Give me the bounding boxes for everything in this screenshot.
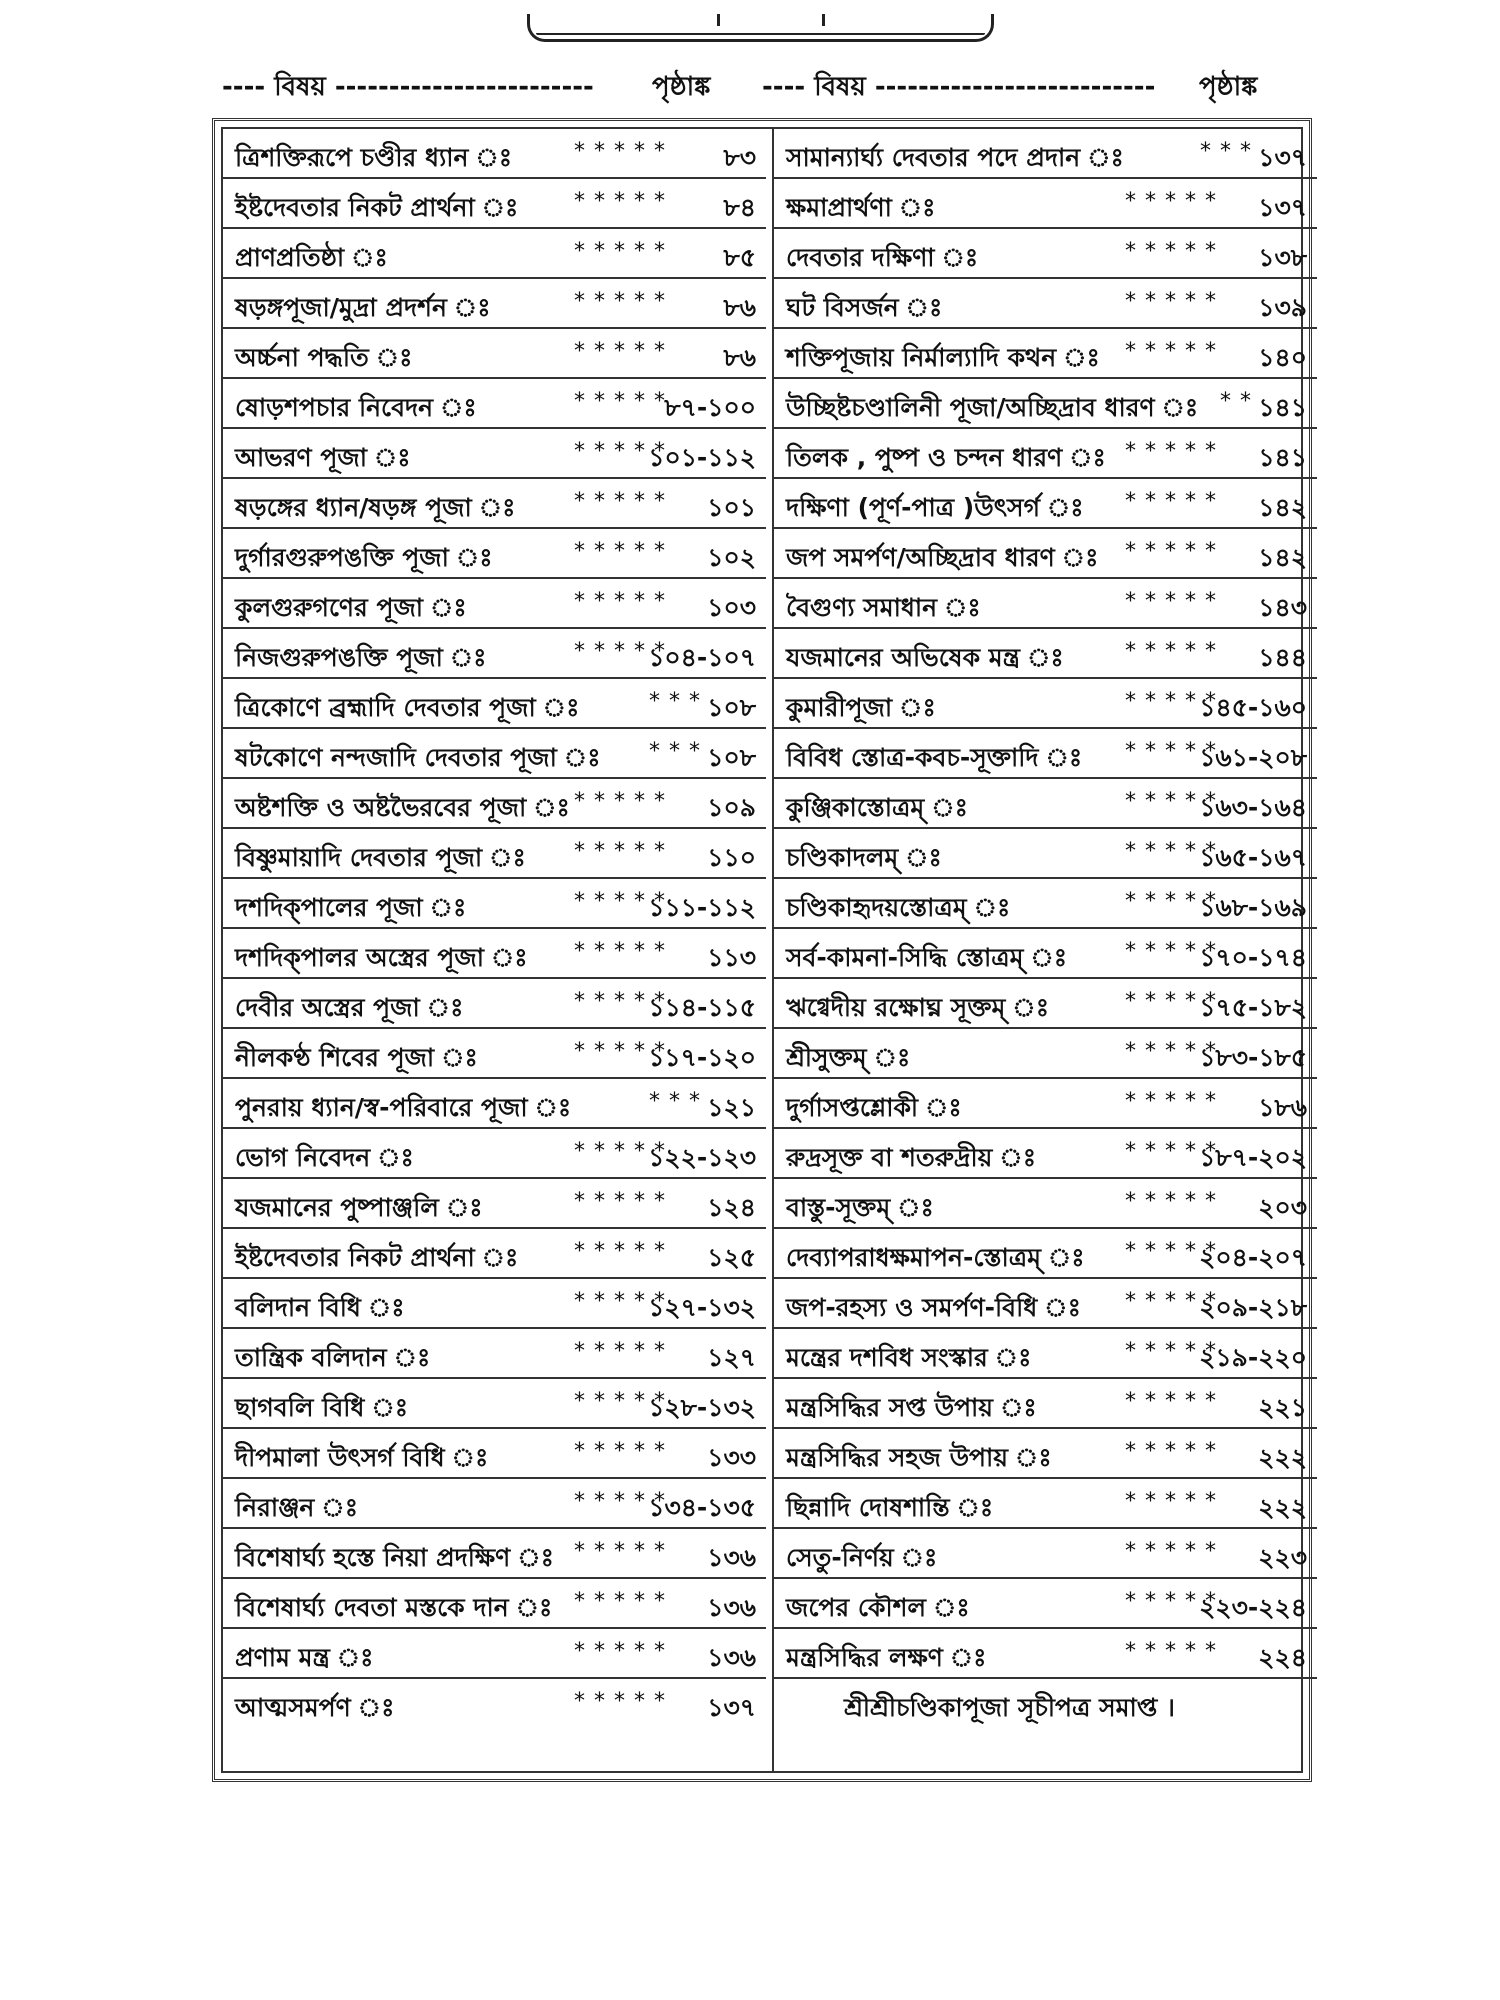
- row-topic: ক্ষমাপ্রার্থণা ঃ: [786, 193, 936, 222]
- row-page-number: ১২৭: [707, 1343, 756, 1372]
- contents-row: [223, 879, 766, 929]
- leader-dots: * * *: [649, 739, 701, 764]
- contents-row: [223, 229, 766, 279]
- contents-row: [223, 129, 766, 179]
- row-topic: ষোড়শপচার নিবেদন ঃ: [235, 393, 477, 422]
- contents-row: [774, 729, 1317, 779]
- leader-dots: * * * * *: [574, 1689, 666, 1714]
- row-page-number: ১৬১-২০৮: [1199, 743, 1307, 772]
- leader-dots: * * * * *: [1125, 489, 1217, 514]
- contents-row: [223, 1229, 766, 1279]
- contents-row: [774, 929, 1317, 979]
- row-topic: দুর্গারগুরুপঙক্তি পূজা ঃ: [235, 543, 493, 572]
- row-page-number: ৮৫: [723, 243, 756, 272]
- leader-dots: * * * * *: [574, 889, 666, 914]
- bracket-tick: [717, 14, 720, 26]
- leader-dots: * *: [1220, 389, 1252, 414]
- row-page-number: ১৪৩: [1258, 593, 1307, 622]
- contents-row: [223, 1629, 766, 1679]
- row-topic: নিজগুরুপঙক্তি পূজা ঃ: [235, 643, 487, 672]
- row-page-number: ৮৪: [723, 193, 756, 222]
- leader-dots: * * * * *: [1125, 689, 1217, 714]
- contents-row: [223, 1179, 766, 1229]
- contents-row: [223, 1379, 766, 1429]
- contents-row: [774, 1179, 1317, 1229]
- leader-dots: * * * * *: [1125, 889, 1217, 914]
- contents-row: [223, 479, 766, 529]
- contents-row: [774, 1129, 1317, 1179]
- row-page-number: ১০১: [707, 493, 756, 522]
- row-topic: ষটকোণে নন্দজাদি দেবতার পূজা ঃ: [235, 743, 601, 772]
- contents-row: [774, 1279, 1317, 1329]
- contents-row: [223, 179, 766, 229]
- contents-row: [774, 479, 1317, 529]
- row-page-number: ৮৩: [723, 143, 756, 172]
- row-page-number: ১১৭-১২০: [648, 1043, 756, 1072]
- row-topic: দশদিক্‌পালর অস্ত্রের পূজা ঃ: [235, 943, 528, 972]
- leader-dots: * * * * *: [574, 139, 666, 164]
- leader-dots: * * * * *: [574, 1189, 666, 1214]
- row-topic: ইষ্টদেবতার নিকট প্রার্থনা ঃ: [235, 1243, 519, 1272]
- row-topic: দুর্গাসপ্তশ্লোকী ঃ: [786, 1093, 962, 1122]
- row-page-number: ১০৮: [707, 693, 756, 722]
- contents-row: [774, 229, 1317, 279]
- row-page-number: ১২৭-১৩২: [648, 1293, 756, 1322]
- contents-row: [774, 529, 1317, 579]
- header-topic-right: ---- বিষয় --------------------------: [762, 72, 1156, 102]
- contents-row: [774, 429, 1317, 479]
- leader-dots: * * * * *: [574, 639, 666, 664]
- contents-row: [774, 629, 1317, 679]
- row-topic: অষ্টশক্তি ও অষ্টভৈরবের পূজা ঃ: [235, 793, 570, 822]
- leader-dots: * * * * *: [1125, 1139, 1217, 1164]
- row-topic: দক্ষিণা (পূর্ণ-পাত্র )উৎসর্গ ঃ: [786, 493, 1084, 522]
- leader-dots: * * * * *: [1125, 789, 1217, 814]
- row-topic: ষড়ঙ্গের ধ্যান/ষড়ঙ্গ পূজা ঃ: [235, 493, 516, 522]
- leader-dots: * * * * *: [1125, 639, 1217, 664]
- row-topic: মন্ত্রসিদ্ধির সহজ উপায় ঃ: [786, 1443, 1052, 1472]
- row-topic: সর্ব-কামনা-সিদ্ধি স্তোত্রম্‌ ঃ: [786, 943, 1068, 972]
- row-topic: দেবীর অস্ত্রের পূজা ঃ: [235, 993, 464, 1022]
- leader-dots: * * * * *: [574, 1539, 666, 1564]
- row-topic: বৈগুণ্য সমাধান ঃ: [786, 593, 981, 622]
- row-page-number: ২২২: [1258, 1443, 1307, 1472]
- leader-dots: * * * * *: [574, 1589, 666, 1614]
- contents-row: [223, 1529, 766, 1579]
- leader-dots: * * * * *: [574, 1139, 666, 1164]
- row-topic: বিশেষার্ঘ্য হস্তে নিয়া প্রদক্ষিণ ঃ: [235, 1543, 554, 1572]
- row-topic: মন্ত্রসিদ্ধির লক্ষণ ঃ: [786, 1643, 987, 1672]
- row-page-number: ১৩৭: [1258, 143, 1307, 172]
- row-topic: অর্চ্চনা পদ্ধতি ঃ: [235, 343, 413, 372]
- left-column: [223, 129, 766, 1729]
- contents-row: [223, 929, 766, 979]
- contents-row: [223, 1579, 766, 1629]
- row-topic: তান্ত্রিক বলিদান ঃ: [235, 1343, 431, 1372]
- row-topic: ভোগ নিবেদন ঃ: [235, 1143, 414, 1172]
- contents-row: [223, 279, 766, 329]
- row-page-number: ১৩৪-১৩৫: [648, 1493, 756, 1522]
- row-page-number: ২০৯-২১৮: [1199, 1293, 1307, 1322]
- contents-row: [223, 979, 766, 1029]
- row-page-number: ১০৩: [707, 593, 756, 622]
- row-page-number: ১৪১: [1258, 443, 1307, 472]
- row-page-number: ১৪৪: [1258, 643, 1307, 672]
- contents-row: [774, 1529, 1317, 1579]
- leader-dots: * * *: [649, 689, 701, 714]
- row-page-number: ৮৬: [723, 293, 756, 322]
- row-page-number: ১৩৬: [707, 1643, 756, 1672]
- contents-row: [774, 1579, 1317, 1629]
- row-topic: ঋগ্বেদীয় রক্ষোঘ্ন সূক্তম্‌ ঃ: [786, 993, 1050, 1022]
- row-page-number: ১৩৭: [1258, 193, 1307, 222]
- row-page-number: ২১৯-২২০: [1199, 1343, 1307, 1372]
- row-page-number: ১৮৬: [1258, 1093, 1307, 1122]
- row-page-number: ১৩৭: [707, 1693, 756, 1722]
- row-page-number: ১৩৬: [707, 1543, 756, 1572]
- row-topic: শক্তিপূজায় নির্মাল্যাদি কথন ঃ: [786, 343, 1100, 372]
- contents-row: [774, 1479, 1317, 1529]
- contents-row: [774, 879, 1317, 929]
- row-page-number: ২২৩: [1258, 1543, 1307, 1572]
- leader-dots: * * *: [649, 1089, 701, 1114]
- contents-table-inner: [221, 127, 1307, 1773]
- row-page-number: ১৩৬: [707, 1593, 756, 1622]
- row-topic: প্রণাম মন্ত্র ঃ: [235, 1643, 374, 1672]
- leader-dots: * * * * *: [574, 789, 666, 814]
- row-page-number: ২২১: [1258, 1393, 1307, 1422]
- leader-dots: * * * * *: [574, 1289, 666, 1314]
- row-topic: নীলকণ্ঠ শিবের পূজা ঃ: [235, 1043, 478, 1072]
- leader-dots: * * * * *: [1125, 539, 1217, 564]
- row-page-number: ১২৫: [707, 1243, 756, 1272]
- row-page-number: ২২২: [1258, 1493, 1307, 1522]
- contents-row: [774, 829, 1317, 879]
- row-page-number: ১৮৭-২০২: [1199, 1143, 1307, 1172]
- contents-row: [223, 579, 766, 629]
- row-page-number: ১১৩: [707, 943, 756, 972]
- row-page-number: ১১১-১১২: [648, 893, 756, 922]
- contents-row: [774, 1429, 1317, 1479]
- column-header: [222, 66, 1262, 106]
- row-page-number: ২০৪-২০৭: [1199, 1243, 1307, 1272]
- row-page-number: ২২৪: [1258, 1643, 1307, 1672]
- leader-dots: * * * * *: [1125, 1289, 1217, 1314]
- row-topic: ষড়ঙ্গপূজা/মুদ্রা প্রদর্শন ঃ: [235, 293, 491, 322]
- row-topic: কুলগুরুগণের পূজা ঃ: [235, 593, 467, 622]
- contents-row: [774, 1379, 1317, 1429]
- contents-row: [774, 679, 1317, 729]
- leader-dots: * * * * *: [1125, 239, 1217, 264]
- contents-row: [223, 629, 766, 679]
- leader-dots: * * * * *: [574, 839, 666, 864]
- contents-end-note: শ্রীশ্রীচণ্ডিকাপূজা সূচীপত্র সমাপ্ত ।: [844, 1693, 1175, 1722]
- contents-row: [223, 1079, 766, 1129]
- row-page-number: ১২১: [707, 1093, 756, 1122]
- row-topic: কুমারীপূজা ঃ: [786, 693, 936, 722]
- leader-dots: * * * * *: [574, 239, 666, 264]
- row-page-number: ১৮৩-১৮৫: [1199, 1043, 1307, 1072]
- row-topic: শ্রীসুক্তম্‌ ঃ: [786, 1043, 911, 1072]
- row-topic: চণ্ডিকাহৃদয়স্তোত্রম্‌ ঃ: [786, 893, 1011, 922]
- leader-dots: * * * * *: [1125, 1039, 1217, 1064]
- leader-dots: * * * * *: [574, 539, 666, 564]
- row-topic: ঘট বিসর্জন ঃ: [786, 293, 943, 322]
- row-page-number: ১০৪-১০৭: [648, 643, 756, 672]
- row-topic: উচ্ছিষ্টচণ্ডালিনী পূজা/অচ্ছিদ্রাব ধারণ ঃ: [786, 393, 1199, 422]
- contents-row: [774, 1079, 1317, 1129]
- row-page-number: ১৩৩: [707, 1443, 756, 1472]
- row-page-number: ১৭০-১৭৪: [1199, 943, 1307, 972]
- contents-row: [223, 379, 766, 429]
- row-topic: ইষ্টদেবতার নিকট প্রার্থনা ঃ: [235, 193, 519, 222]
- leader-dots: * * * * *: [1125, 739, 1217, 764]
- contents-row: [223, 429, 766, 479]
- row-topic: কুঞ্জিকাস্তোত্রম্‌ ঃ: [786, 793, 968, 822]
- row-page-number: ১১৪-১১৫: [648, 993, 756, 1022]
- leader-dots: * * * * *: [574, 1439, 666, 1464]
- leader-dots: * * * * *: [574, 339, 666, 364]
- leader-dots: * * * * *: [1125, 989, 1217, 1014]
- contents-row: [223, 1429, 766, 1479]
- row-page-number: ৮৬: [723, 343, 756, 372]
- row-page-number: ১১০: [707, 843, 756, 872]
- leader-dots: * * * * *: [1125, 939, 1217, 964]
- row-topic: নিরাঞ্জন ঃ: [235, 1493, 359, 1522]
- contents-row: [774, 129, 1317, 179]
- leader-dots: * * * * *: [574, 1039, 666, 1064]
- row-topic: বলিদান বিধি ঃ: [235, 1293, 405, 1322]
- header-page-left: পৃষ্ঠাঙ্ক: [652, 72, 711, 102]
- row-page-number: ১০২: [707, 543, 756, 572]
- row-topic: ছাগবলি বিধি ঃ: [235, 1393, 409, 1422]
- leader-dots: * * * * *: [574, 439, 666, 464]
- leader-dots: * * * * *: [1125, 1089, 1217, 1114]
- contents-row: [223, 1129, 766, 1179]
- contents-row: [223, 1029, 766, 1079]
- contents-row: [774, 1329, 1317, 1379]
- contents-end-row: [774, 1679, 1317, 1729]
- row-topic: প্রাণপ্রতিষ্ঠা ঃ: [235, 243, 388, 272]
- row-topic: জপের কৌশল ঃ: [786, 1593, 970, 1622]
- leader-dots: * * * * *: [1125, 839, 1217, 864]
- row-page-number: ১৪১: [1258, 393, 1307, 422]
- contents-row: [223, 529, 766, 579]
- contents-row: [223, 679, 766, 729]
- row-page-number: ১৩৮: [1258, 243, 1307, 272]
- row-page-number: ২২৩-২২৪: [1199, 1593, 1307, 1622]
- leader-dots: * * * * *: [1125, 1589, 1217, 1614]
- row-topic: মন্ত্রসিদ্ধির সপ্ত উপায় ঃ: [786, 1393, 1037, 1422]
- leader-dots: * * * * *: [574, 1339, 666, 1364]
- contents-row: [774, 979, 1317, 1029]
- leader-dots: * * * * *: [574, 389, 666, 414]
- leader-dots: * * * * *: [1125, 1439, 1217, 1464]
- row-page-number: ১৩৯: [1258, 293, 1307, 322]
- row-topic: তিলক , পুষ্প ও চন্দন ধারণ ঃ: [786, 443, 1106, 472]
- leader-dots: * * * * *: [1125, 1539, 1217, 1564]
- contents-row: [223, 1479, 766, 1529]
- leader-dots: * * * * *: [1125, 589, 1217, 614]
- contents-row: [774, 1229, 1317, 1279]
- leader-dots: * * * * *: [1125, 1489, 1217, 1514]
- contents-row: [774, 779, 1317, 829]
- contents-row: [223, 329, 766, 379]
- row-page-number: ১৪২: [1258, 493, 1307, 522]
- contents-row: [223, 829, 766, 879]
- row-page-number: ১৬৮-১৬৯: [1199, 893, 1307, 922]
- leader-dots: * * * * *: [574, 939, 666, 964]
- row-topic: যজমানের পুষ্পাঞ্জলি ঃ: [235, 1193, 483, 1222]
- contents-row: [774, 329, 1317, 379]
- row-topic: জপ সমর্পণ/অচ্ছিদ্রাব ধারণ ঃ: [786, 543, 1099, 572]
- contents-row: [223, 1329, 766, 1379]
- contents-row: [223, 729, 766, 779]
- row-page-number: ১২৮-১৩২: [648, 1393, 756, 1422]
- contents-table: [212, 118, 1312, 1782]
- leader-dots: * * * * *: [1125, 1339, 1217, 1364]
- row-page-number: ১৬৩-১৬৪: [1199, 793, 1307, 822]
- row-topic: বিষ্ণুমায়াদি দেবতার পূজা ঃ: [235, 843, 526, 872]
- row-page-number: ১৭৫-১৮২: [1199, 993, 1307, 1022]
- contents-row: [223, 1679, 766, 1729]
- leader-dots: * * * * *: [1125, 339, 1217, 364]
- row-topic: চণ্ডিকাদলম্‌ ঃ: [786, 843, 942, 872]
- row-page-number: ১৪২: [1258, 543, 1307, 572]
- contents-row: [774, 579, 1317, 629]
- leader-dots: * * * * *: [574, 289, 666, 314]
- leader-dots: * * * * *: [574, 1389, 666, 1414]
- row-topic: রুদ্রসূক্ত বা শতরুদ্রীয় ঃ: [786, 1143, 1037, 1172]
- leader-dots: * * * * *: [1125, 1239, 1217, 1264]
- leader-dots: * * * * *: [574, 189, 666, 214]
- row-page-number: ১০৯: [707, 793, 756, 822]
- contents-row: [774, 1629, 1317, 1679]
- bracket-tick: [822, 14, 825, 26]
- row-topic: ছিন্নাদি দোষশান্তি ঃ: [786, 1493, 994, 1522]
- leader-dots: * * * * *: [574, 1639, 666, 1664]
- leader-dots: * * * * *: [574, 1489, 666, 1514]
- leader-dots: * * * * *: [1125, 439, 1217, 464]
- leader-dots: * * * * *: [1125, 1189, 1217, 1214]
- row-topic: দেবতার দক্ষিণা ঃ: [786, 243, 979, 272]
- contents-row: [774, 379, 1317, 429]
- leader-dots: * * * * *: [1125, 289, 1217, 314]
- row-page-number: ১২৪: [707, 1193, 756, 1222]
- row-topic: দীপমালা উৎসর্গ বিধি ঃ: [235, 1443, 489, 1472]
- row-topic: দেব্যাপরাধক্ষমাপন-স্তোত্রম্‌ ঃ: [786, 1243, 1085, 1272]
- row-topic: বিশেষার্ঘ্য দেবতা মস্তকে দান ঃ: [235, 1593, 553, 1622]
- row-topic: পুনরায় ধ্যান/স্ব-পরিবারে পূজা ঃ: [235, 1093, 572, 1122]
- contents-row: [774, 279, 1317, 329]
- row-topic: বাস্তু-সূক্তম্‌ ঃ: [786, 1193, 934, 1222]
- row-topic: ত্রিকোণে ব্রহ্মাদি দেবতার পূজা ঃ: [235, 693, 580, 722]
- leader-dots: * * * * *: [574, 989, 666, 1014]
- row-topic: বিবিধ স্তোত্র-কবচ-সূক্তাদি ঃ: [786, 743, 1083, 772]
- leader-dots: * * *: [1200, 139, 1252, 164]
- contents-row: [223, 779, 766, 829]
- leader-dots: * * * * *: [1125, 189, 1217, 214]
- leader-dots: * * * * *: [1125, 1639, 1217, 1664]
- row-topic: সামান্যার্ঘ্য দেবতার পদে প্রদান ঃ: [786, 143, 1124, 172]
- row-page-number: ১৬৫-১৬৭: [1199, 843, 1307, 872]
- contents-row: [223, 1279, 766, 1329]
- row-topic: আভরণ পূজা ঃ: [235, 443, 411, 472]
- row-page-number: ১০৮: [707, 743, 756, 772]
- leader-dots: * * * * *: [574, 489, 666, 514]
- row-topic: মন্ত্রের দশবিধ সংস্কার ঃ: [786, 1343, 1032, 1372]
- row-page-number: ২০৩: [1258, 1193, 1307, 1222]
- row-page-number: ১২২-১২৩: [648, 1143, 756, 1172]
- contents-row: [774, 1029, 1317, 1079]
- row-page-number: ১০১-১১২: [648, 443, 756, 472]
- row-page-number: ৮৭-১০০: [664, 393, 756, 422]
- row-topic: জপ-রহস্য ও সমর্পণ-বিধি ঃ: [786, 1293, 1081, 1322]
- contents-row: [774, 179, 1317, 229]
- header-topic-left: ---- বিষয় ------------------------: [222, 72, 594, 102]
- row-page-number: ১৪৫-১৬০: [1199, 693, 1307, 722]
- row-topic: আত্মসমর্পণ ঃ: [235, 1693, 395, 1722]
- row-topic: দশদিক্‌পালের পূজা ঃ: [235, 893, 467, 922]
- row-topic: সেতু-নির্ণয় ঃ: [786, 1543, 938, 1572]
- leader-dots: * * * * *: [1125, 1389, 1217, 1414]
- leader-dots: * * * * *: [574, 589, 666, 614]
- top-bracket-ornament: [527, 14, 994, 42]
- row-topic: যজমানের অভিষেক মন্ত্র ঃ: [786, 643, 1064, 672]
- header-page-right: পৃষ্ঠাঙ্ক: [1199, 72, 1258, 102]
- right-column: [774, 129, 1317, 1729]
- row-topic: ত্রিশক্তিরূপে চণ্ডীর ধ্যান ঃ: [235, 143, 513, 172]
- leader-dots: * * * * *: [574, 1239, 666, 1264]
- row-page-number: ১৪০: [1258, 343, 1307, 372]
